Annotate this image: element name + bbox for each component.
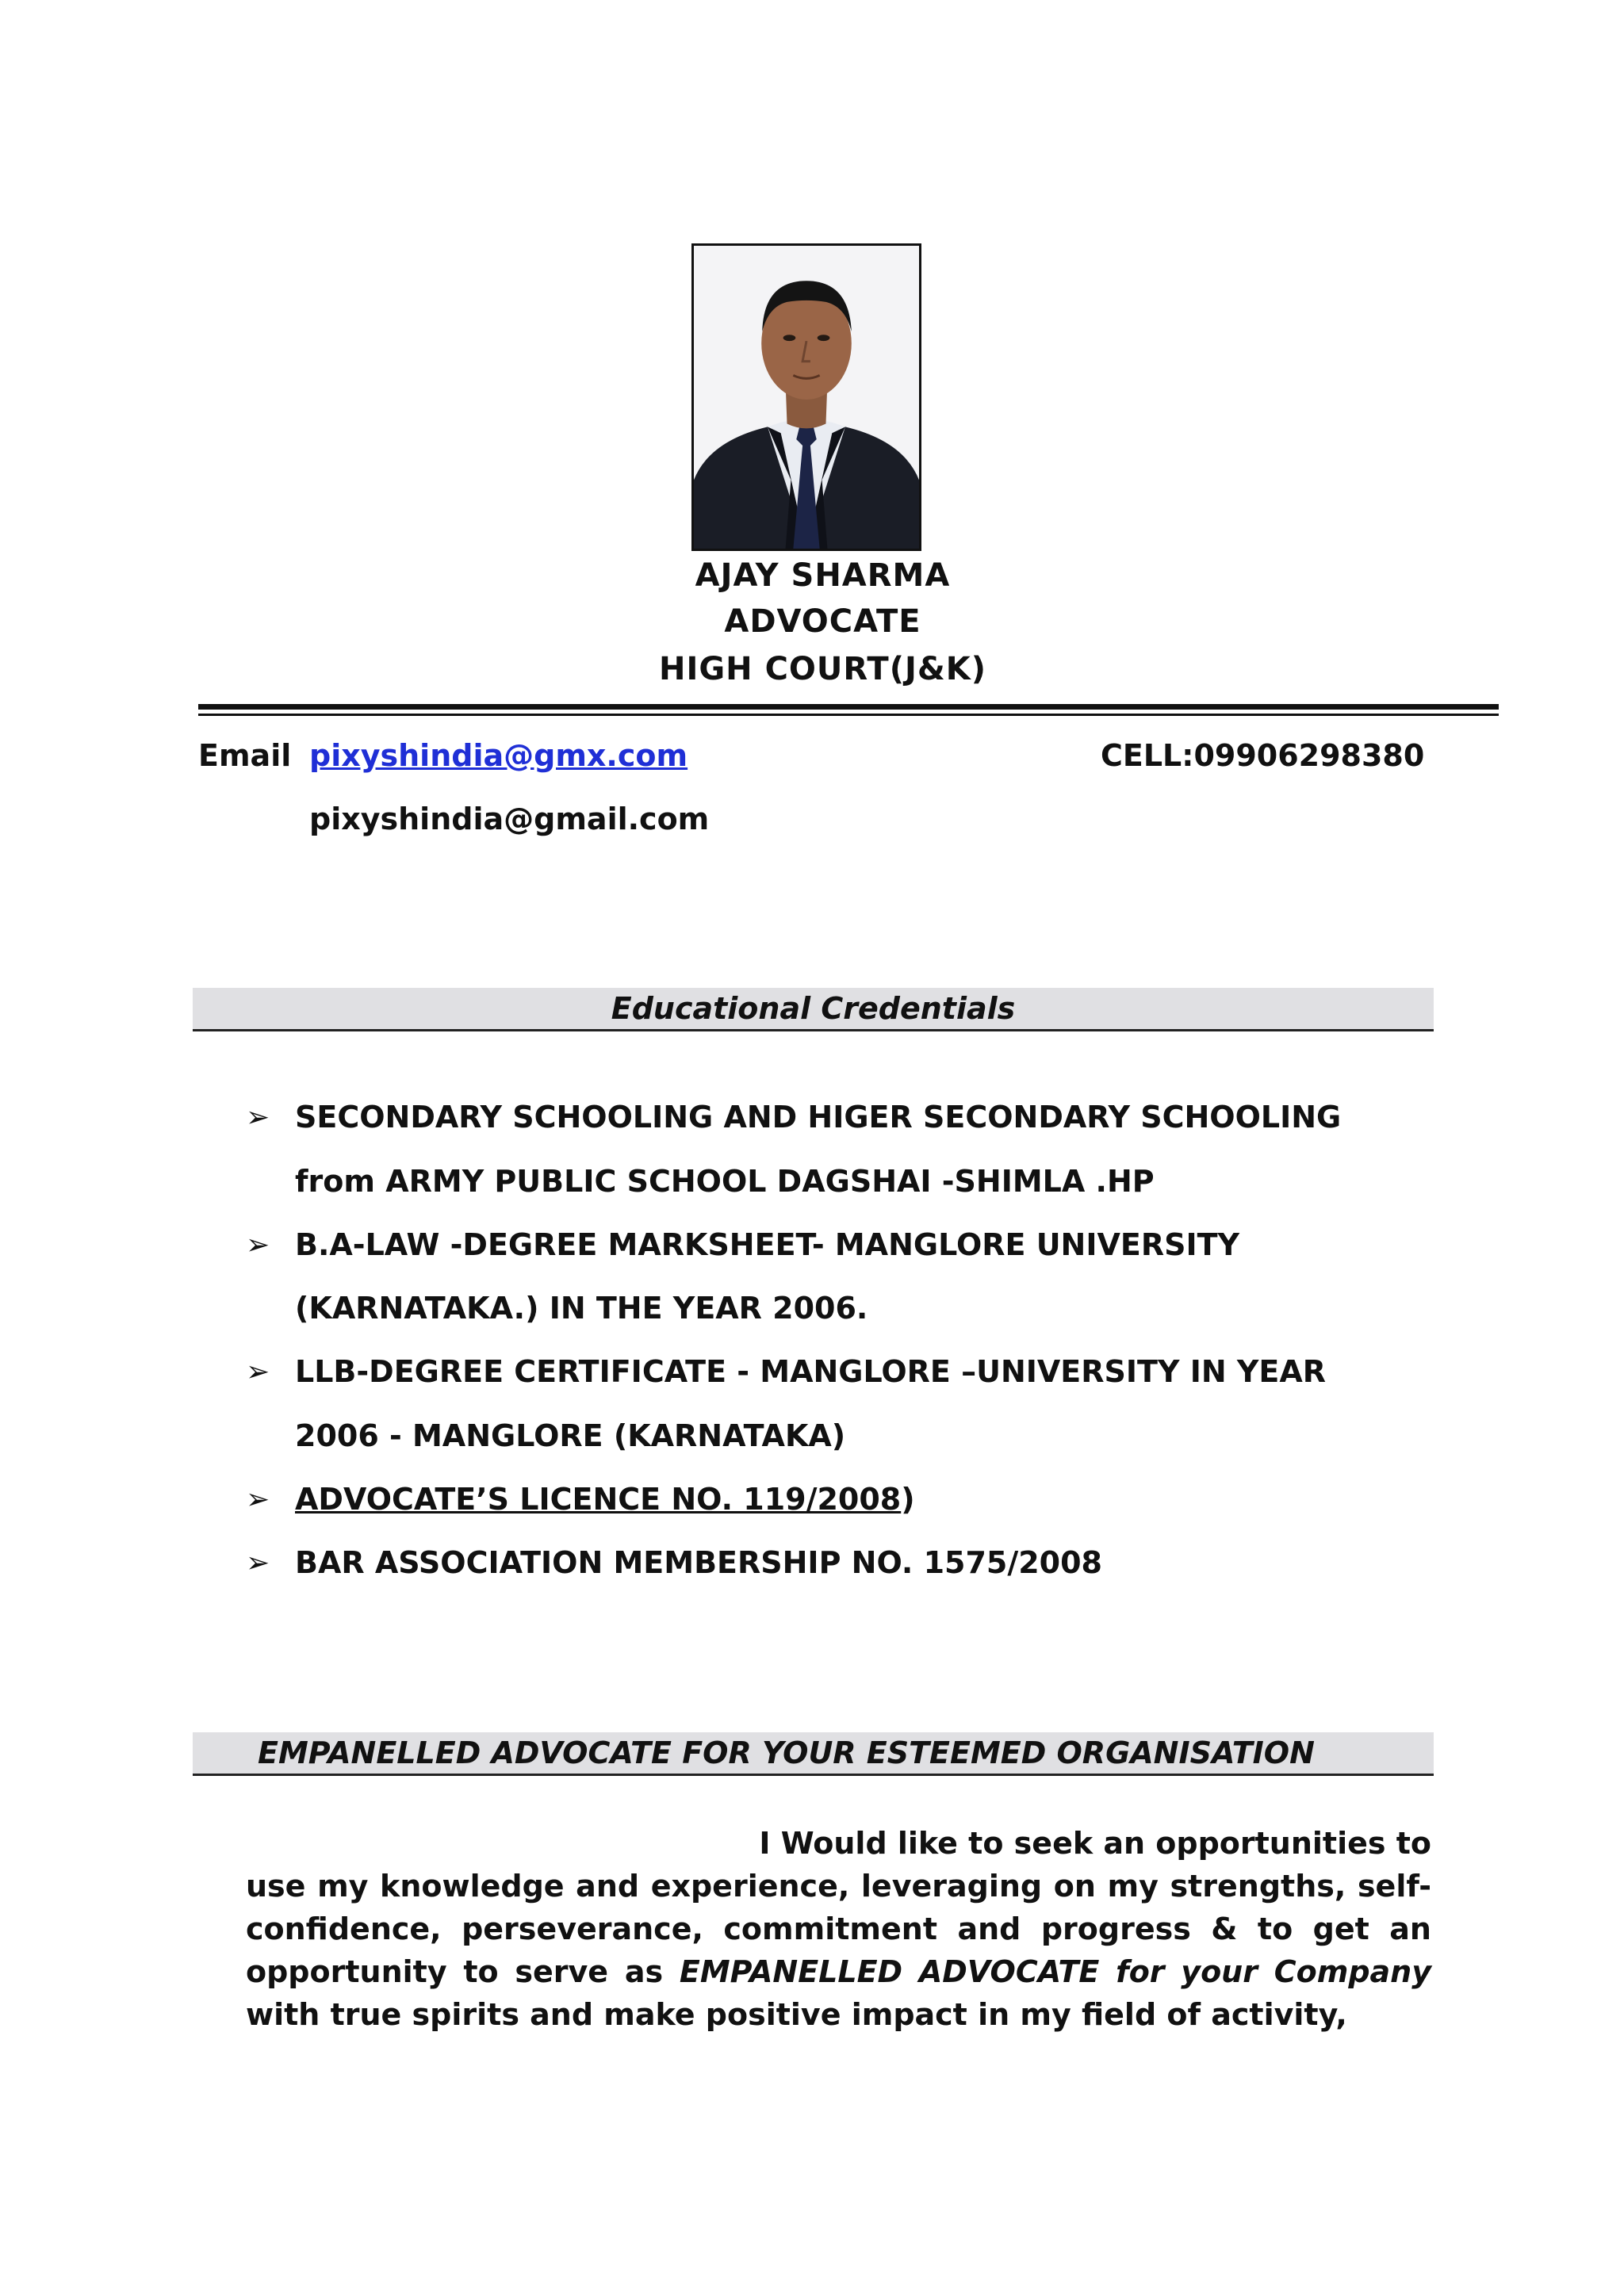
objective-text-after: with true spirits and make positive impact in my field of activity, bbox=[246, 1997, 1347, 2032]
education-item-1-line1: SECONDARY SCHOOLING AND HIGER SECONDARY SCHOOLING bbox=[295, 1100, 1342, 1135]
header-divider-thick bbox=[198, 704, 1499, 710]
advocate-licence-tail: ) bbox=[901, 1482, 915, 1517]
education-item-3-line1: LLB-DEGREE CERTIFICATE - MANGLORE –UNIVERSITY IN YEAR bbox=[295, 1354, 1327, 1389]
arrow-bullet-icon: ➢ bbox=[246, 1483, 270, 1516]
objective-heading: EMPANELLED ADVOCATE FOR YOUR ESTEEMED ORGANISATION bbox=[258, 1735, 1315, 1770]
objective-text-before: use my knowledge and experience, leveraging on my strengths, self-confidence, perseverance, commitment and progress & to get an opportunity to serve as bbox=[246, 1869, 1431, 1989]
email-primary-link[interactable]: pixyshindia@gmx.com bbox=[309, 738, 688, 773]
email-secondary: pixyshindia@gmail.com bbox=[309, 802, 710, 836]
arrow-bullet-icon: ➢ bbox=[246, 1356, 270, 1388]
education-item-2-line2: (KARNATAKA.) IN THE YEAR 2006. bbox=[295, 1291, 868, 1326]
objective-emphasis: EMPANELLED ADVOCATE for your Company bbox=[679, 1954, 1431, 1989]
candidate-court: HIGH COURT(J&K) bbox=[658, 651, 987, 687]
arrow-bullet-icon: ➢ bbox=[246, 1229, 270, 1261]
arrow-bullet-icon: ➢ bbox=[246, 1547, 270, 1579]
email-label: Email bbox=[198, 738, 292, 773]
advocate-licence-number: ADVOCATE’S LICENCE NO. 119/2008 bbox=[295, 1482, 902, 1517]
education-item-4 bbox=[295, 1481, 915, 1517]
education-heading: Educational Credentials bbox=[611, 991, 1016, 1026]
header-divider-thin bbox=[198, 714, 1499, 716]
education-item-5: BAR ASSOCIATION MEMBERSHIP NO. 1575/2008 bbox=[295, 1545, 1102, 1580]
candidate-name: AJAY SHARMA bbox=[695, 557, 951, 594]
person-portrait-image bbox=[694, 246, 919, 549]
education-item-1-line2: from ARMY PUBLIC SCHOOL DAGSHAI -SHIMLA .HP bbox=[295, 1164, 1155, 1199]
arrow-bullet-icon: ➢ bbox=[246, 1101, 270, 1134]
cell-number: CELL:09906298380 bbox=[1101, 738, 1425, 773]
education-item-2-line1: B.A-LAW -DEGREE MARKSHEET- MANGLORE UNIVERSITY bbox=[295, 1227, 1240, 1262]
profile-photo bbox=[691, 243, 921, 551]
education-item-3-line2: 2006 - MANGLORE (KARNATAKA) bbox=[295, 1418, 846, 1453]
candidate-title: ADVOCATE bbox=[724, 603, 921, 640]
objective-paragraph bbox=[246, 1865, 1431, 2036]
objective-first-line: I Would like to seek an opportunities to bbox=[759, 1826, 1431, 1861]
